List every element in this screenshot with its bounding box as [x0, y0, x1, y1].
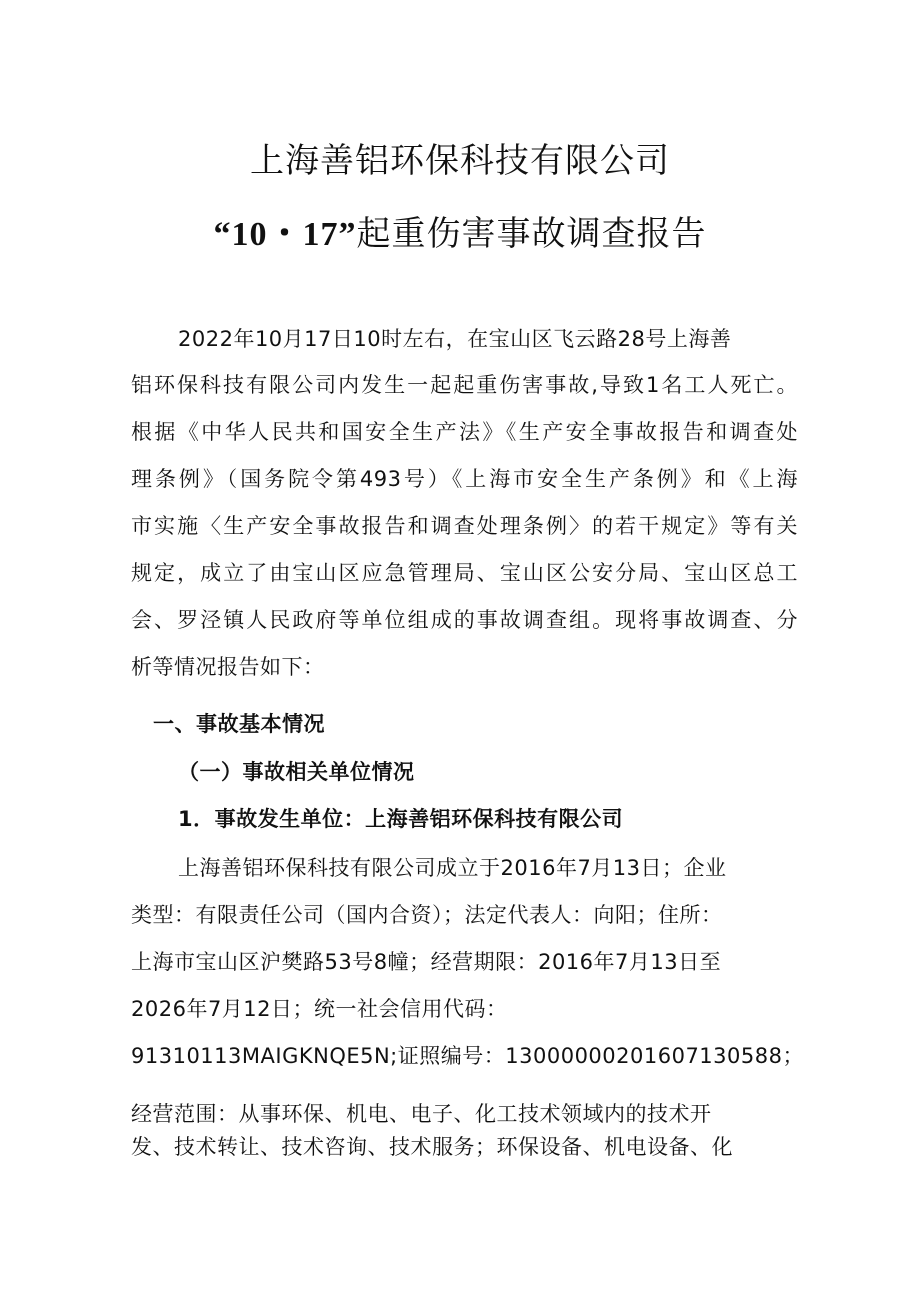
intro-line-2: 铝环保科技有限公司内发生一起起重伤害事故,导致1名工人死亡。: [131, 373, 798, 397]
intro-line-6: 规定，成立了由宝山区应急管理局、宝山区公安分局、宝山区总工: [131, 561, 798, 585]
intro-line-5: 市实施〈生产安全事故报告和调查处理条例〉的若干规定》等有关: [131, 514, 798, 538]
company-line-2: 类型：有限责任公司（国内合资）；法定代表人：向阳；住所：: [131, 903, 723, 927]
report-title-company: 上海善铝环保科技有限公司: [250, 141, 670, 181]
report-title-subject: [0, 206, 920, 255]
company-line-3: 上海市宝山区沪樊路53号8幢；经营期限：2016年7月13日至: [131, 950, 722, 974]
scope-line-2: 发、技术转让、技术咨询、技术服务；环保设备、机电设备、化: [131, 1135, 733, 1159]
subsection-heading: （一）事故相关单位情况: [178, 760, 415, 784]
company-line-5: 91310113MAIGKNQE5N;证照编号：13000000201607130588；: [131, 1044, 804, 1068]
intro-line-7: 会、罗泾镇人民政府等单位组成的事故调查组。现将事故调查、分: [131, 608, 798, 632]
intro-line-3: 根据《中华人民共和国安全生产法》《生产安全事故报告和调查处: [131, 420, 798, 444]
intro-line-4: 理条例》（国务院令第493号）《上海市安全生产条例》和《上海: [131, 467, 798, 491]
company-line-1: 上海善铝环保科技有限公司成立于2016年7月13日；企业: [178, 856, 727, 880]
intro-line-1: 2022年10月17日10时左右，在宝山区飞云路28号上海善: [178, 327, 732, 351]
section-heading: 一、事故基本情况: [153, 712, 325, 736]
item-heading: 1．事故发生单位：上海善铝环保科技有限公司: [178, 807, 624, 831]
scope-line-1: 经营范围：从事环保、机电、电子、化工技术领域内的技术开: [131, 1102, 712, 1126]
incident-code: “10・17”: [213, 216, 357, 253]
company-line-4: 2026年7月12日；统一社会信用代码：: [131, 997, 508, 1021]
intro-line-8: 析等情况报告如下：: [131, 655, 325, 679]
report-title-text: 起重伤害事故调查报告: [356, 214, 707, 254]
